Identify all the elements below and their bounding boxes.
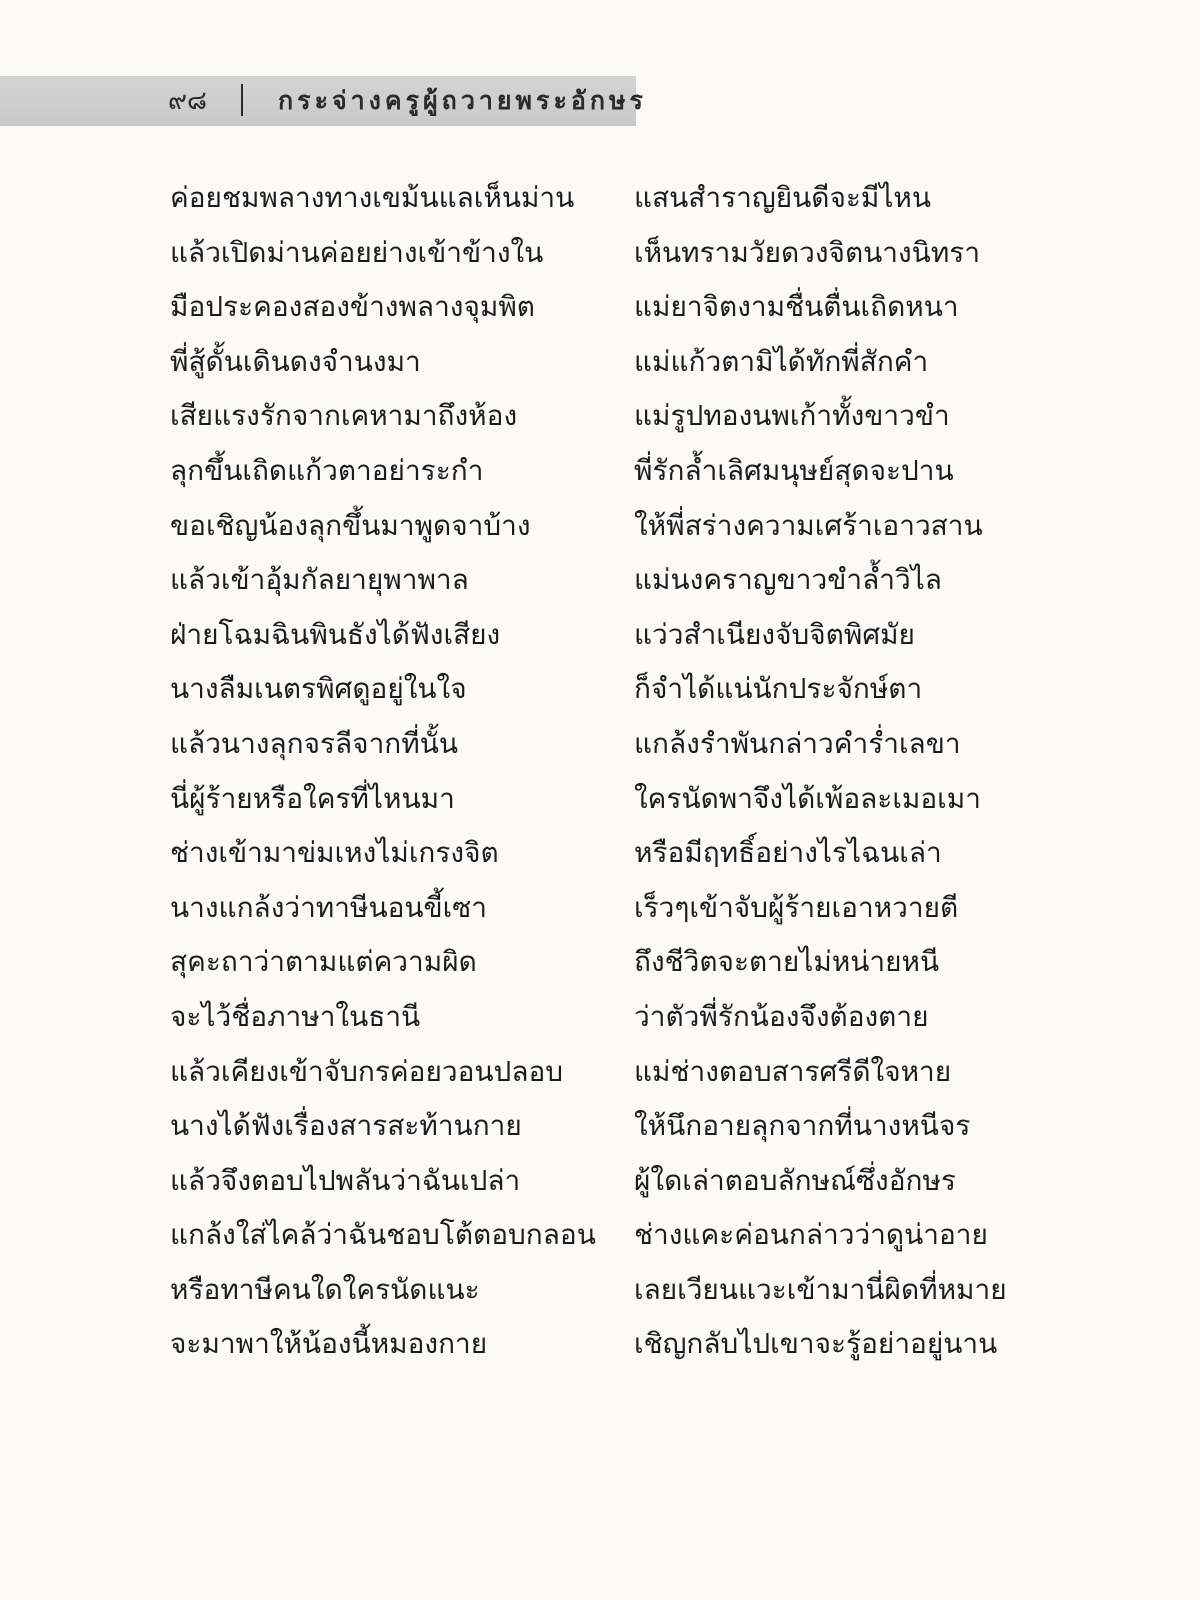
verse-first-hemistich: จะมาพาให้น้องนี้หมองกาย bbox=[170, 1327, 488, 1361]
verse-second-hemistich: ว่าตัวพี่รักน้องจึงต้องตาย bbox=[634, 999, 929, 1033]
verse-row bbox=[170, 285, 1070, 340]
verse-second-hemistich: แว่วสำเนียงจับจิตพิศมัย bbox=[634, 617, 915, 651]
verse-first-hemistich: ลุกขึ้นเถิดแก้วตาอย่าระกำ bbox=[170, 453, 484, 487]
verse-second-hemistich: แม่นงคราญขาวขำล้ำวิไล bbox=[634, 563, 942, 597]
verse-row bbox=[170, 1213, 1070, 1268]
verse-second-hemistich: ถึงชีวิตจะตายไม่หน่ายหนี bbox=[634, 945, 940, 979]
verse-second-hemistich: เห็นทรามวัยดวงจิตนางนิทรา bbox=[634, 235, 981, 269]
verse-row bbox=[170, 940, 1070, 995]
verse-second-hemistich: แม่ยาจิตงามชื่นตื่นเถิดหนา bbox=[634, 290, 959, 324]
verse-row bbox=[170, 449, 1070, 504]
verse-first-hemistich: เสียแรงรักจากเคหามาถึงห้อง bbox=[170, 399, 518, 433]
verse-first-hemistich: แล้วจึงตอบไปพลันว่าฉันเปล่า bbox=[170, 1163, 521, 1197]
verse-row bbox=[170, 1104, 1070, 1159]
verse-second-hemistich: ก็จำได้แน่นักประจักษ์ตา bbox=[634, 672, 923, 706]
verse-row bbox=[170, 504, 1070, 559]
verse-first-hemistich: ขอเชิญน้องลุกขึ้นมาพูดจาบ้าง bbox=[170, 508, 531, 542]
verse-second-hemistich: พี่รักล้ำเลิศมนุษย์สุดจะปาน bbox=[634, 453, 954, 487]
verse-row bbox=[170, 722, 1070, 777]
running-title: กระจ่างครูผู้ถวายพระอักษร bbox=[278, 86, 647, 115]
verse-first-hemistich: นี่ผู้ร้ายหรือใครที่ไหนมา bbox=[170, 781, 455, 815]
verse-second-hemistich: ให้พี่สร่างความเศร้าเอาวสาน bbox=[634, 508, 983, 542]
verse-second-hemistich: เชิญกลับไปเขาจะรู้อย่าอยู่นาน bbox=[634, 1327, 998, 1361]
verse-first-hemistich: มือประคองสองข้างพลางจุมพิต bbox=[170, 290, 535, 324]
verse-first-hemistich: ช่างเข้ามาข่มเหงไม่เกรงจิต bbox=[170, 836, 499, 870]
verse-first-hemistich: นางได้ฟังเรื่องสารสะท้านกาย bbox=[170, 1109, 522, 1143]
verse-row bbox=[170, 394, 1070, 449]
verse-first-hemistich: ค่อยชมพลางทางเขม้นแลเห็นม่าน bbox=[170, 181, 575, 214]
verse-first-hemistich: แล้วนางลุกจรลีจากที่นั้น bbox=[170, 726, 458, 760]
verse-first-hemistich: หรือทาษีคนใดใครนัดแนะ bbox=[170, 1272, 480, 1306]
verse-first-hemistich: ฝ่ายโฉมฉินพินธังได้ฟังเสียง bbox=[170, 617, 501, 651]
verse-first-hemistich: แกล้งใส่ไคล้ว่าฉันชอบโต้ตอบกลอน bbox=[170, 1218, 596, 1252]
verse-first-hemistich: แล้วเคียงเข้าจับกรค่อยวอนปลอบ bbox=[170, 1054, 564, 1088]
verse-row bbox=[170, 340, 1070, 395]
verse-second-hemistich: แสนสำราญยินดีจะมีไหน bbox=[634, 181, 932, 214]
header-divider bbox=[241, 84, 243, 116]
verse-row bbox=[170, 886, 1070, 941]
verse-second-hemistich: ช่างแคะค่อนกล่าวว่าดูน่าอาย bbox=[634, 1218, 988, 1252]
verse-second-hemistich: แม่ช่างตอบสารศรีดีใจหาย bbox=[634, 1054, 952, 1088]
verse-first-hemistich: สุคะถาว่าตามแต่ความผิด bbox=[170, 945, 477, 979]
verse-first-hemistich: นางแกล้งว่าทาษีนอนขี้เซา bbox=[170, 890, 487, 924]
verse-row bbox=[170, 231, 1070, 286]
verse-row bbox=[170, 1322, 1070, 1377]
verse-row bbox=[170, 777, 1070, 832]
verse-row bbox=[170, 1268, 1070, 1323]
verse-row bbox=[170, 1050, 1070, 1105]
verse-row bbox=[170, 667, 1070, 722]
verse-list bbox=[170, 176, 1070, 1377]
verse-first-hemistich: พี่สู้ดั้นเดินดงจำนงมา bbox=[170, 344, 421, 378]
verse-second-hemistich: เลยเวียนแวะเข้ามานี่ผิดที่หมาย bbox=[634, 1272, 1007, 1306]
verse-first-hemistich: แล้วเข้าอุ้มกัลยายุพาพาล bbox=[170, 563, 469, 597]
verse-row bbox=[170, 176, 1070, 231]
verse-row bbox=[170, 995, 1070, 1050]
verse-second-hemistich: หรือมีฤทธิ์อย่างไรไฉนเล่า bbox=[634, 836, 942, 870]
verse-row bbox=[170, 558, 1070, 613]
verse-row bbox=[170, 613, 1070, 668]
verse-second-hemistich: แม่รูปทองนพเก้าทั้งขาวขำ bbox=[634, 399, 950, 433]
verse-second-hemistich: ผู้ใดเล่าตอบลักษณ์ซึ่งอักษร bbox=[634, 1163, 956, 1197]
verse-first-hemistich: จะไว้ชื่อภาษาในธานี bbox=[170, 999, 421, 1033]
verse-second-hemistich: ให้นึกอายลุกจากที่นางหนีจร bbox=[634, 1109, 971, 1143]
verse-second-hemistich: ใครนัดพาจึงได้เพ้อละเมอเมา bbox=[634, 781, 981, 815]
page-number: ๙๘ bbox=[168, 86, 208, 116]
verse-first-hemistich: แล้วเปิดม่านค่อยย่างเข้าข้างใน bbox=[170, 235, 544, 269]
verse-row bbox=[170, 1159, 1070, 1214]
verse-row bbox=[170, 831, 1070, 886]
verse-second-hemistich: แกล้งรำพันกล่าวคำร่ำเลขา bbox=[634, 726, 961, 760]
verse-second-hemistich: แม่แก้วตามิได้ทักพี่สักคำ bbox=[634, 344, 929, 378]
verse-first-hemistich: นางลืมเนตรพิศดูอยู่ในใจ bbox=[170, 672, 467, 706]
verse-second-hemistich: เร็วๆเข้าจับผู้ร้ายเอาหวายตี bbox=[634, 890, 959, 924]
